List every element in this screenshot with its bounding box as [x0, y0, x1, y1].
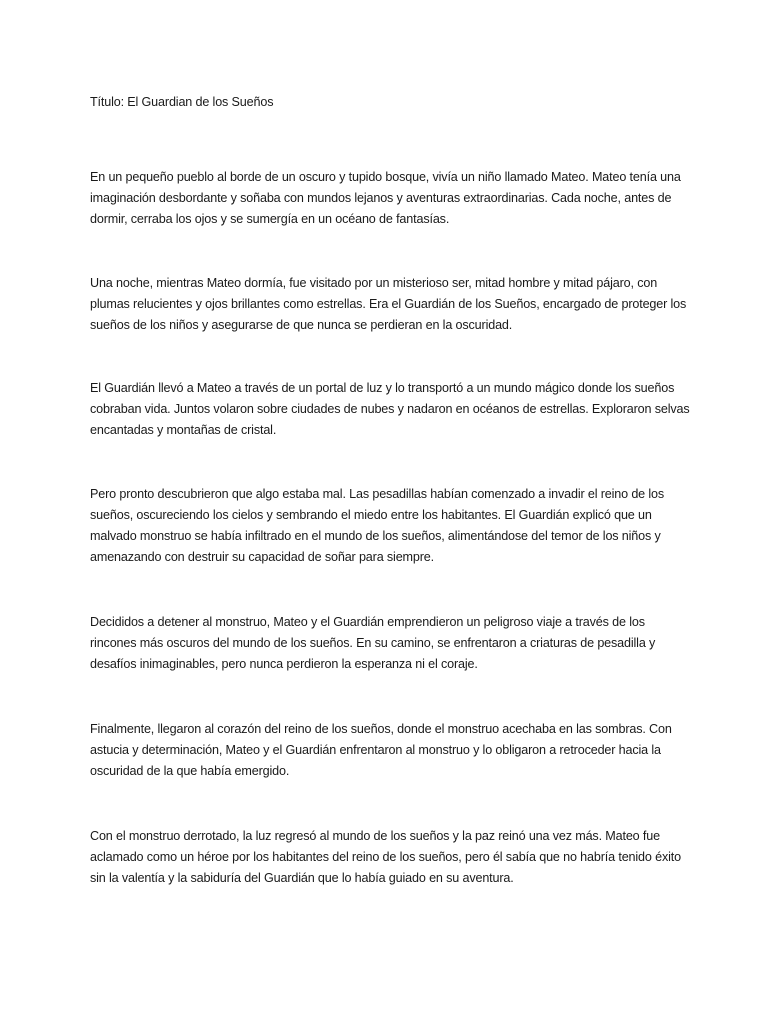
paragraph-7: Con el monstruo derrotado, la luz regresó al mundo de los sueños y la paz reinó una vez más. Mateo fue aclamado como un héroe por los habitantes del reino de los sueños, pero él sabía que no habría tenido éxito sin la valentía y la sabiduría del Guardián que lo había guiado en su aventura. [90, 829, 681, 885]
document-body [90, 92, 690, 889]
paragraph-3: El Guardián llevó a Mateo a través de un portal de luz y lo transportó a un mundo mágico donde los sueños cobraban vida. Juntos volaron sobre ciudades de nubes y nadaron en océanos de estrellas. Exploraron selvas encantadas y montañas de cristal. [90, 381, 690, 437]
paragraph-6: Finalmente, llegaron al corazón del reino de los sueños, donde el monstruo acechaba en las sombras. Con astucia y determinación, Mateo y el Guardián enfrentaron al monstruo y lo obligaron a retroceder hacia la oscuridad de la que había emergido. [90, 722, 672, 778]
paragraph-1: En un pequeño pueblo al borde de un oscuro y tupido bosque, vivía un niño llamado Mateo. Mateo tenía una imaginación desbordante y soñaba con mundos lejanos y aventuras extraordinarias. Cada noche, antes de dormir, cerraba los ojos y se sumergía en un océano de fantasías. [90, 170, 681, 226]
document-title: Título: El Guardian de los Sueños [90, 95, 274, 109]
paragraph-5: Decididos a detener al monstruo, Mateo y el Guardián emprendieron un peligroso viaje a través de los rincones más oscuros del mundo de los sueños. En su camino, se enfrentaron a criaturas de pesadilla y desafíos inimaginables, pero nunca perdieron la esperanza ni el coraje. [90, 615, 656, 671]
paragraph-2: Una noche, mientras Mateo dormía, fue visitado por un misterioso ser, mitad hombre y mitad pájaro, con plumas relucientes y ojos brillantes como estrellas. Era el Guardián de los Sueños, encargado de proteger los sueños de los niños y asegurarse de que nunca se perdieran en la oscuridad. [90, 276, 687, 332]
paragraph-4: Pero pronto descubrieron que algo estaba mal. Las pesadillas habían comenzado a invadir el reino de los sueños, oscureciendo los cielos y sembrando el miedo entre los habitantes. El Guardián explicó que un malvado monstruo se había infiltrado en el mundo de los sueños, alimentándose del temor de los niños y amenazando con destruir su capacidad de soñar para siempre. [90, 487, 665, 564]
